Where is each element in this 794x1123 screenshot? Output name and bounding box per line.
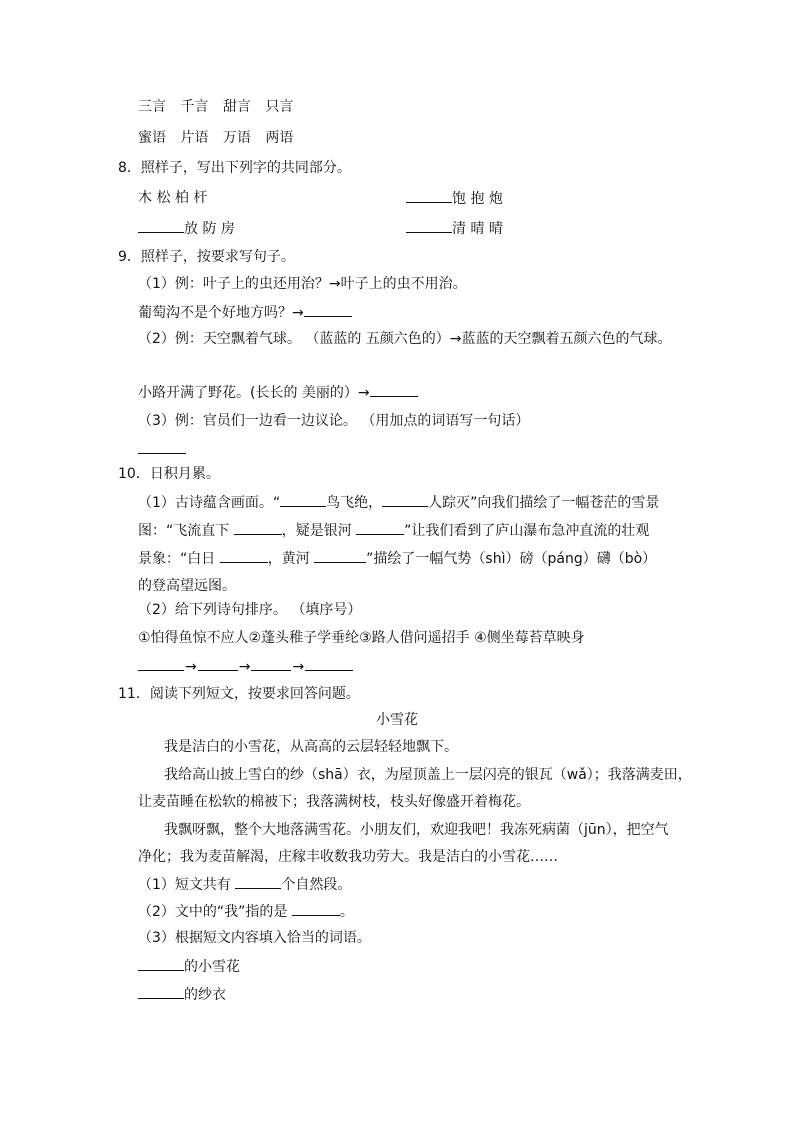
- q9-sentence-1: [138, 302, 352, 323]
- q11-text: 的纱衣: [184, 987, 226, 1003]
- q10-text: ”让我们看到了庐山瀑布急冲直流的壮观: [404, 523, 650, 539]
- answer-blank[interactable]: [304, 302, 352, 317]
- answer-blank[interactable]: [314, 548, 366, 563]
- answer-blank[interactable]: [234, 520, 282, 535]
- answer-blank[interactable]: [138, 956, 184, 971]
- q10-text: 鸟飞绝，: [326, 495, 383, 511]
- q8-item-d: [406, 218, 503, 239]
- word: 两语: [265, 130, 294, 146]
- word: 千言: [180, 99, 209, 115]
- answer-blank[interactable]: [138, 656, 184, 671]
- answer-blank[interactable]: [138, 439, 186, 454]
- q9-sentence-2: [138, 382, 418, 403]
- answer-blank[interactable]: [138, 218, 184, 233]
- answer-blank[interactable]: [251, 656, 291, 671]
- q9-sentence-2-text: 小路开满了野花。(长长的 美丽的）→: [138, 385, 370, 401]
- q8-item-c: [138, 218, 235, 239]
- answer-blank[interactable]: [356, 520, 404, 535]
- q10-line-5: （2）给下列诗句排序。 （填序号）: [138, 602, 362, 618]
- q10-text: ，黄河: [267, 551, 310, 567]
- q10-order-answer: [138, 656, 353, 677]
- q11-text: （1）短文共有: [138, 877, 231, 893]
- q11-text: 的小雪花: [184, 959, 240, 975]
- answer-blank[interactable]: [280, 492, 326, 507]
- q8-item-c-text: 放 防 房: [184, 221, 235, 237]
- q11-question-1: [138, 874, 351, 895]
- q10-text: ，疑是银河: [281, 523, 352, 539]
- passage-paragraph-2-cont: 让麦苗睡在松软的棉被下；我落满树枝，枝头好像盛开着梅花。: [138, 794, 530, 810]
- answer-blank[interactable]: [138, 984, 184, 999]
- q10-line-2: [138, 520, 649, 541]
- q10-line-1: [138, 492, 659, 513]
- passage-paragraph-3: 我飘呀飘，整个大地落满雪花。小朋友们，欢迎我吧！我冻死病菌（jūn），把空气: [164, 822, 669, 838]
- word: 只言: [265, 99, 294, 115]
- question-9-label: 9．照样子，按要求写句子。: [118, 249, 295, 265]
- answer-blank[interactable]: [382, 492, 428, 507]
- question-10-label: 10．日积月累。: [118, 466, 220, 482]
- q10-text: ”描绘了一幅气势（shì）磅（páng）礴（bò）: [366, 551, 657, 567]
- answer-blank[interactable]: [198, 656, 238, 671]
- q9-answer-3: [138, 439, 186, 460]
- q10-text: 景象：“白日: [138, 551, 216, 567]
- q9-example-1: （1）例：叶子上的虫还用治？→叶子上的虫不用治。: [138, 276, 467, 292]
- q8-item-b-text: 饱 抱 炮: [452, 191, 503, 207]
- answer-blank[interactable]: [292, 901, 340, 916]
- q10-text: 图：“飞流直下: [138, 523, 230, 539]
- q10-poem-lines: ①怕得鱼惊不应人②蓬头稚子学垂纶③路人借问遥招手 ④侧坐莓苔草映身: [138, 630, 585, 646]
- passage-paragraph-3-cont: 净化；我为麦苗解渴，庄稼丰收数我功劳大。我是洁白的小雪花……: [138, 849, 558, 865]
- q8-item-a: 木 松 柏 杆: [138, 190, 208, 206]
- q10-line-3: [138, 548, 656, 569]
- word: 万语: [222, 130, 251, 146]
- word: 甜言: [222, 99, 251, 115]
- q8-item-b: [406, 188, 503, 209]
- arrow-icon: →: [185, 659, 197, 675]
- q11-fill-1: [138, 956, 240, 977]
- q10-text: （1）古诗蕴含画面。“: [138, 495, 281, 511]
- answer-blank[interactable]: [406, 218, 452, 233]
- q10-line-4: 的登高望远图。: [138, 578, 236, 594]
- arrow-icon: →: [238, 659, 251, 675]
- question-11-label: 11．阅读下列短文，按要求回答问题。: [118, 686, 360, 702]
- word: 蜜语: [138, 130, 166, 146]
- question-8-label: 8．照样子，写出下列字的共同部分。: [118, 160, 351, 176]
- answer-blank[interactable]: [220, 548, 268, 563]
- arrow-icon: →: [292, 659, 305, 675]
- q11-question-2: [138, 901, 354, 922]
- q9-example-3: （3）例：官员们一边看一边议论。 （用加点的词语写一句话）: [138, 413, 530, 429]
- passage-paragraph-2: 我给高山披上雪白的纱（shā）衣，为屋顶盖上一层闪亮的银瓦（wǎ）；我落满麦田，: [164, 767, 692, 783]
- q11-text: 。: [339, 904, 354, 920]
- passage-title: 小雪花: [376, 712, 418, 728]
- q11-fill-2: [138, 984, 226, 1005]
- word-row-2: [138, 128, 293, 148]
- q8-item-d-text: 清 晴 晴: [452, 221, 503, 237]
- q11-text: 个自然段。: [281, 877, 352, 893]
- q11-text: （2）文中的“我”指的是: [138, 904, 288, 920]
- passage-paragraph-1: 我是洁白的小雪花，从高高的云层轻轻地飘下。: [164, 739, 458, 755]
- q11-question-3: （3）根据短文内容填入恰当的词语。: [138, 930, 371, 946]
- q10-text: 人踪灭”向我们描绘了一幅苍茫的雪景: [428, 495, 660, 511]
- word: 片语: [180, 130, 209, 146]
- answer-blank[interactable]: [370, 382, 418, 397]
- q9-example-2: （2）例：天空飘着气球。 （蓝蓝的 五颜六色的）→蓝蓝的天空飘着五颜六色的气球。: [138, 331, 672, 347]
- answer-blank[interactable]: [406, 188, 452, 203]
- answer-blank[interactable]: [305, 656, 353, 671]
- q9-sentence-1-text: 葡萄沟不是个好地方吗？→: [138, 305, 304, 321]
- word-row-1: [138, 97, 293, 117]
- answer-blank[interactable]: [235, 874, 281, 889]
- word: 三言: [138, 99, 166, 115]
